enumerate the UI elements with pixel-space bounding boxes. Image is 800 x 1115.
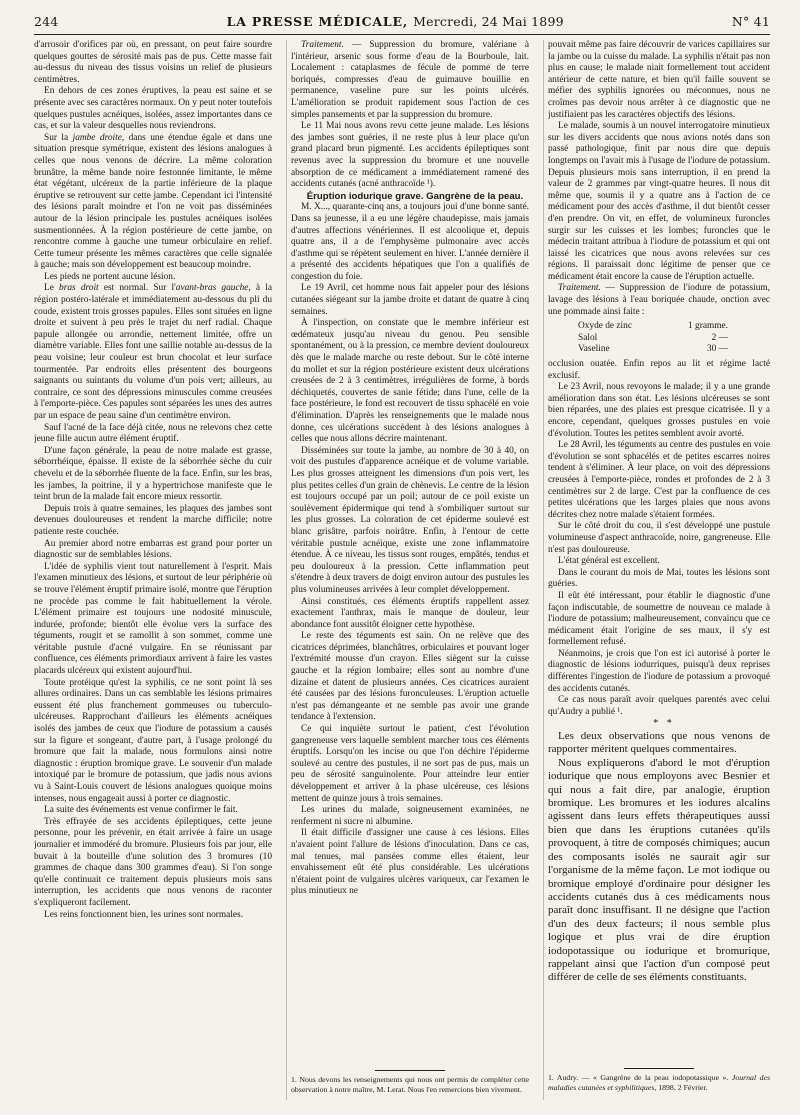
italic-term: Traitement.: [558, 283, 601, 294]
issue-date: Mercredi, 24 Mai 1899: [413, 14, 564, 29]
text-run: — Suppression de l'iodure de potassium, lavage des lésions à l'eau boriquée chaude, onction avec une pommade ainsi faite :: [548, 283, 770, 317]
prescription-row: [578, 321, 728, 333]
paragraph: Les reins fonctionnent bien, les urines sont normales.: [44, 909, 244, 920]
paragraph: Néanmoins, je crois que l'on est ici autorisé à porter le diagnostic de lésions iodurriques, puisqu'à deux reprises différentes l'ingestion de l'iodure de potassium a provoqué des accidents cutanés.: [548, 648, 770, 694]
ingredient-name: Vaseline: [578, 344, 610, 355]
footnote: [548, 1073, 770, 1092]
issue-number: N° 41: [731, 14, 770, 29]
column-3: [548, 40, 770, 1062]
paragraph: pouvait même pas faire découvrir de varices capillaires sur la jambe ou la cuisse du malade. La syphilis n'était pas non plus en cause; le malade niait formellement tout accident antérieur de cette nature, et bien qu'il faille souvent se méfier des syphilis ignorées ou méconnues, nous ne croîmes pas devoir nous arrêter à ce diagnostic que ne justifiaient pas les caractères objectifs des lésions.: [548, 40, 770, 120]
italic-term: Journal des maladies cutanées et syphilitiques: [548, 1073, 770, 1092]
ingredient-quantity: 2 —: [711, 332, 728, 343]
paragraph: [34, 283, 272, 422]
paragraph: Sur le côté droit du cou, il s'est développé une pustule volumineuse d'aspect anthracoïde, noire, gangreneuse. Elle n'est pas douloureuse.: [548, 521, 770, 555]
paragraph: L'idée de syphilis vient tout naturellement à l'esprit. Mais l'examen minutieux des lésions, et surtout de leur périphérie où se trouve l'élément éruptif primaire isolé, montre que l'éruption ne procède pas comme le fait habituellement la vérole. L'élément primaire est toujours une nodosité minuscule, indurée, profonde; bientôt elle évolue vers la surface des téguments, rougit et se ramollit à son sommet, comme une véritable pustule d'acné vulgaire. En se réunissant par confluence, ces éléments primordiaux arrivent à faire les vastes placards ulcéreux qui existent aujourd'hui.: [34, 561, 272, 677]
paragraph: Ce cas nous paraît avoir quelques parentés avec celui qu'Audry a publié ¹.: [548, 695, 770, 717]
paragraph: Nous expliquerons d'abord le mot d'éruption iodurique que nous employons avec Besnier et qui nous a fait dire, par analogie, éruption bromique. Les bromures et les iodures alcalins agissent dans leurs effets thérapeutiques aussi bien que dans les éruptions cutanées qu'ils provoquent, à titre de composés chimiques; aucun des composants isolés ne saurait agir sur l'organisme de la même façon. Le mot iodique ou bromique employé d'ordinaire pour désigner les accidents cutanés dus à ces médicaments nous paraît donc insuffisant. Il ne désigne que l'action d'un des deux facteurs; il nous semble plus logique et plus vrai de dire éruption iodopotassique ou iodurique et bromurique, rappelant ainsi que l'action d'un composé peut différer de celle de ses éléments constituants.: [548, 756, 770, 984]
paragraph: Les pieds ne portent aucune lésion.: [44, 271, 176, 282]
footnote-block: [548, 1068, 770, 1092]
text-run: , à la région postéro-latérale et immédiatement au-dessous du pli du coude, existent trois grosses papules. Elles sont situées en ligne droite et suivent à peu près le trajet du nerf radial. Chaque papule allongée ou arrondie, nettement limitée, offre un diamètre variable. Elles font une saillie notable au-dessus de la peau voisine; leur couleur est brun chocolat et leur surface tourmentée. Par endroits elles présentent des bourgeons saignants ou suintants du volume d'un pois vert; ailleurs, au contraire, ce sont des dépressions minuscules comme creusées à l'emporte-pièce. Ces papules sont séparées les unes des autres par un espace de peau saine d'un centimètre environ.: [34, 283, 272, 421]
paragraph: La suite des événements est venue confirmer le fait.: [44, 805, 238, 816]
footnote: 1. Nous devons les renseignements qui nous ont permis de compléter cette observation à notre maître, M. Lerat. Nous l'en remercions bien vivement.: [291, 1075, 529, 1094]
paragraph: En dehors de ces zones éruptives, la peau est saine et se présente avec ses caractères normaux. On y peut noter toutefois quelques pustules acnéiques, isolées, assez importantes dans ce cas, et sur la valeur desquelles nous reviendrons.: [34, 86, 272, 132]
paragraph: Il était difficile d'assigner une cause à ces lésions. Elles n'avaient point l'allure de lésions d'inoculation. Dans ce cas, mal tenues, mal pansées comme elles étaient, leur envahissement eût été plus considérable. Les ulcérations n'étaient point de vulgaires ulcères variqueux, car l'examen le plus minutieux ne: [291, 828, 529, 897]
section-separator: * *: [653, 718, 675, 730]
text-run: est normal. Sur l': [98, 283, 176, 294]
paragraph: Il eût été intéressant, pour établir le diagnostic d'une façon indiscutable, de soumettre de nouveau ce malade à l'iodure de potassium; malheureusement, convaincu que ce médicament était l'origine de ses maux, il s'y est formellement refusé.: [548, 590, 770, 648]
ingredient-name: Oxyde de zinc: [578, 321, 632, 332]
paragraph: L'état général est excellent.: [558, 556, 660, 567]
column-2: [291, 40, 529, 1060]
prescription: [578, 321, 770, 356]
column-1: [34, 40, 272, 1105]
paragraph: Depuis trois à quatre semaines, les plaques des jambes sont devenues douloureuses et rendent la marche difficile; notre patiente reste couchée.: [34, 503, 272, 537]
text-run: — Suppression du bromure, valériane à l'intérieur, arsenic sous forme d'eau de la Bourboule, lait. Localement : cataplasmes de fécule de pomme de terre boriqués, compresses d'eau de guimauve bouillie en permanence, vaseline pure sur les points ulcérés. L'amélioration se produit rapidement sous l'action de ces simples pansements et par la suppression du bromure.: [291, 40, 529, 120]
paragraph: Le malade, soumis à un nouvel interrogatoire minutieux sur les divers accidents que nous avions notés dans son passé pathologique, finit par nous dire que depuis longtemps on l'avait mis à l'usage de l'iodure de potassium. Depuis plusieurs mois sans interruption, il en prend la valeur de 2 grammes par vingt-quatre heures. Il nous dit même que, soumis il y a quatre ans à l'action de ce médicament pour des accès d'asthme, il dut bientôt cesser d'en prendre. On vit, en effet, de volumineux furoncles surgir sur les cuisses et les lombes; furoncles que le médecin traitant attribua à l'iodure de potassium et qui ont laissé les cicatrices que nous avons relevées sur ces régions. Il paraissait donc légitime de penser que ce médicament était encore la cause de l'éruption actuelle.: [548, 121, 770, 282]
text-run: Le: [44, 283, 60, 294]
column-divider: [543, 40, 544, 1100]
prescription-row: [578, 333, 728, 345]
paragraph: M. X..., quarante-cinq ans, a toujours joui d'une bonne santé. Dans sa jeunesse, il a eu une légère chaudepisse, mais jamais d'autres affections vénériennes. Il est alcoolique et, depuis quatre ans, il a de l'emphysème pulmonaire avec accès d'asthme qui se répètent seulement en hiver. L'année dernière il a présenté des accidents hépatiques que l'on a qualifiés de congestion du foie.: [291, 202, 529, 282]
paragraph: occlusion ouatée. Enfin repos au lit et régime lacté exclusif.: [548, 359, 770, 381]
italic-term: jambe droite: [72, 132, 122, 143]
italic-term: bras droit: [59, 283, 99, 294]
paragraph: Le 23 Avril, nous revoyons le malade; il y a une grande amélioration dans son état. Les lésions ulcéreuses se sont bien réparées, une des plaies est presque cicatrisée. Il y a encore, cependant, quelques grosses pustules en voie d'évolution. Toutes les petites semblent avoir avorté.: [548, 382, 770, 439]
paragraph: Ce qui inquiète surtout le patient, c'est l'évolution gangreneuse vers laquelle semblent marcher tous ces éléments éruptifs. Lorsqu'on les incise ou que l'on déchire l'épiderme soulevé au centre des pustules, il ne sort pas de pus, mais un peu de sérosité sanguinolente. Pour atteindre leur entier développement et arriver à la phase ulcéreuse, ces lésions mettent de quinze jours à trois semaines.: [291, 724, 529, 804]
paragraph: Toute protéique qu'est la syphilis, ce ne sont point là ses allures ordinaires. Dans un cas semblable les lésions primaires eussent été plus franchement gommeuses ou tuberculo-ulcéreuses. Rapprochant d'ailleurs les éléments acnéiques isolés des jambes de ceux que l'iodure de potassium a causés sur la figure et songeant, d'autre part, à l'usage prolongé du bromure que fait la malade, nous formulons ainsi notre diagnostic : éruption bromique grave. Le souvenir d'un malade intoxiqué par le bromure de potassium, que jadis nous avions vu à Saint-Louis couvert de lésions analogues quoique moins intenses, nous engageait aussi à porter ce diagnostic.: [34, 677, 272, 804]
paragraph: Les urines du malade, soigneusement examinées, ne renferment ni sucre ni albumine.: [291, 805, 529, 827]
ingredient-name: Salol: [578, 332, 598, 343]
text-run: , dans une étendue égale et dans une situation presque symétrique, existent des lésions analogues à celles que nous venons de décrire. La même coloration brunâtre, la même bande noire festonnée limitante, le même état végétant, ulcéreux de la partie inférieure de la plaque éruptive se retrouvent sur cette jambe. Cependant ici l'intensité des lésions paraît moindre et l'on ne voit pas disséminées autour de la lésion principale les pustules acnéiques isolées susmentionnées. À la région postérieure de cette jambe, on rencontre comme à gauche une tumeur orbiculaire en relief. Cette tumeur présente les mêmes caractères que celle signalée à gauche; mais son développement est beaucoup moindre.: [34, 132, 272, 271]
page-number: 244: [34, 14, 59, 29]
paragraph: [548, 283, 770, 318]
italic-term: avant-bras gauche: [175, 283, 249, 294]
header-rule: [34, 34, 770, 35]
paragraph: Disséminées sur toute la jambe, au nombre de 30 à 40, on voit des pustules d'apparence acnéique et de volume variable. Les plus grosses atteignent les dimensions d'un pois vert, les plus petites celles d'un grain de chènevis. Le centre de la lésion est toujours occupé par un poil; autour de ce poil existe un soulèvement épidermique qui tend à s'ombiliquer surtout sur les plus grosses. La coloration de cet épiderme soulevé est blanc grisâtre, parfois noirâtre. Enfin, à l'entour de cette véritable pustule acnéique, existe une zone inflammatoire étendue. À ce niveau, les tissus sont rouges, empâtés, tendus et peu douloureux à la pression. Cette inflammation peut s'étendre à deux travers de doigt environ autour des pustules les plus volumineuses arrivées à leur complet développement.: [291, 445, 529, 595]
paragraph: Le 19 Avril, cet homme nous fait appeler pour des lésions cutanées siégeant sur la jambe droite et datant de quatre à cinq semaines.: [291, 283, 529, 317]
ingredient-quantity: 30 —: [706, 344, 728, 355]
page-header: [34, 14, 770, 34]
paragraph: Le 11 Mai nous avons revu cette jeune malade. Les lésions des jambes sont guéries, il ne reste plus à leur place qu'un grand placard brun pigmenté. Les accidents épileptiques sont revenus avec la suppression du bromure et une nouvelle absorption de ce médicament a immédiatement ramené des accidents cutanés (acné anthracoïde ¹).: [291, 121, 529, 190]
ingredient-quantity: 1 gramme.: [688, 321, 728, 332]
journal-title: [227, 14, 564, 29]
paragraph: Dans le courant du mois de Mai, toutes les lésions sont guéries.: [548, 567, 770, 590]
paragraph: Sauf l'acné de la face déjà citée, nous ne relevons chez cette jeune fille aucun autre élément éruptif.: [34, 422, 272, 445]
journal-name: LA PRESSE MÉDICALE,: [226, 14, 408, 29]
paragraph: D'une façon générale, la peau de notre malade est grasse, séborrhéique, épaisse. Il existe de la séborrhée sèche du cuir chevelu et de la séborrhée fluente de la face. Enfin, sur les bras, les jambes, la poitrine, il y a hypertrichose manifeste que le teint brun de la malade fait encore mieux ressortir.: [34, 445, 272, 503]
paragraph: Les deux observations que nous venons de rapporter méritent quelques commentaires.: [548, 730, 770, 756]
footnote-rule: [375, 1070, 445, 1071]
paragraph: Au premier abord notre embarras est grand pour porter un diagnostic sur de semblables lésions.: [34, 538, 272, 561]
prescription-row: [578, 344, 728, 356]
section-title: Éruption iodurique grave. Gangrène de la peau.: [306, 190, 524, 202]
italic-term: Traitement.: [301, 40, 344, 50]
paragraph: Le 28 Avril, les téguments au centre des pustules en voie d'évolution se sont sphacélés et de petites escarres noires tendent à s'éliminer. À leur place, on voit des dépressions creusées à l'emporte-pièce, rondes et profondes de 2 à 3 centimètres sur 2 de large. C'est par la confluence de ces petites ulcérations que les larges plaies que nous avons décrites chez notre malade s'étaient formées.: [548, 440, 770, 520]
text-run: 1. Audry. — « Gangrène de la peau iodopotassique ».: [548, 1073, 732, 1082]
paragraph: Très effrayée de ses accidents épileptiques, cette jeune personne, pour les prévenir, en était arrivée à faire un usage journalier et immodéré du bromure. Plusieurs fois par jour, elle buvait à la bouteille d'une solution des 3 bromures (10 grammes de chaque dans 300 grammes d'eau). Si l'on songe qu'elle continuait ce traitement depuis plusieurs mois sans interruption, les accidents que nous venons de raconter s'expliqueront facilement.: [34, 816, 272, 908]
paragraph: [34, 133, 272, 272]
footnote-rule: [624, 1068, 694, 1069]
footnote-block: [291, 1070, 529, 1094]
paragraph: [291, 40, 529, 121]
paragraph: Le reste des téguments est sain. On ne relève que des cicatrices déprimées, blanchâtres, orbiculaires et pouvant loger l'extrémité mousse d'un crayon. Elles siègent sur la cuisse gauche et la région lombaire; elles sont au nombre d'une dizaine et datent de plusieurs années. Ces cicatrices auraient été causées par des lésions furonculeuses. L'éruption actuelle n'est pas démangeante et ne semble pas avoir une grande tendance à l'extension.: [291, 631, 529, 723]
paragraph: d'arrosoir d'orifices par où, en pressant, on peut faire sourdre quelques gouttes de sérosité mais pas de pus. Cette masse fait au-dessus du niveau des tissus voisins un relief de plusieurs centimètres.: [34, 40, 272, 85]
text-run: , 1898, 2 Février.: [654, 1082, 708, 1092]
paragraph: À l'inspection, on constate que le membre inférieur est œdémateux jusqu'au niveau du genou. Peu sensible spontanément, ou à la pression, ce membre devient douloureux dès que le malade marche ou reste debout. Sur le côté interne du mollet et sur la région postérieure existent deux ulcérations creusées de 2 à 3 centimètres, irrégulières de forme, à bords déchiquetés, couvertes de sanie fétide; dans l'une, celle de la face postérieure, le fond est recouvert de tissu sphacélé en voie d'élimination. D'après les renseignements que le malade nous donne, ces ulcérations succèdent à des lésions analogues à celles que nous allons décrire maintenant.: [291, 318, 529, 445]
text-run: Sur la: [44, 132, 73, 143]
column-divider: [286, 40, 287, 1100]
paragraph: Ainsi constitués, ces éléments éruptifs rappellent assez exactement l'anthrax, mais le manque de douleur, leur abondance font aussitôt éloigner cette hypothèse.: [291, 596, 529, 630]
